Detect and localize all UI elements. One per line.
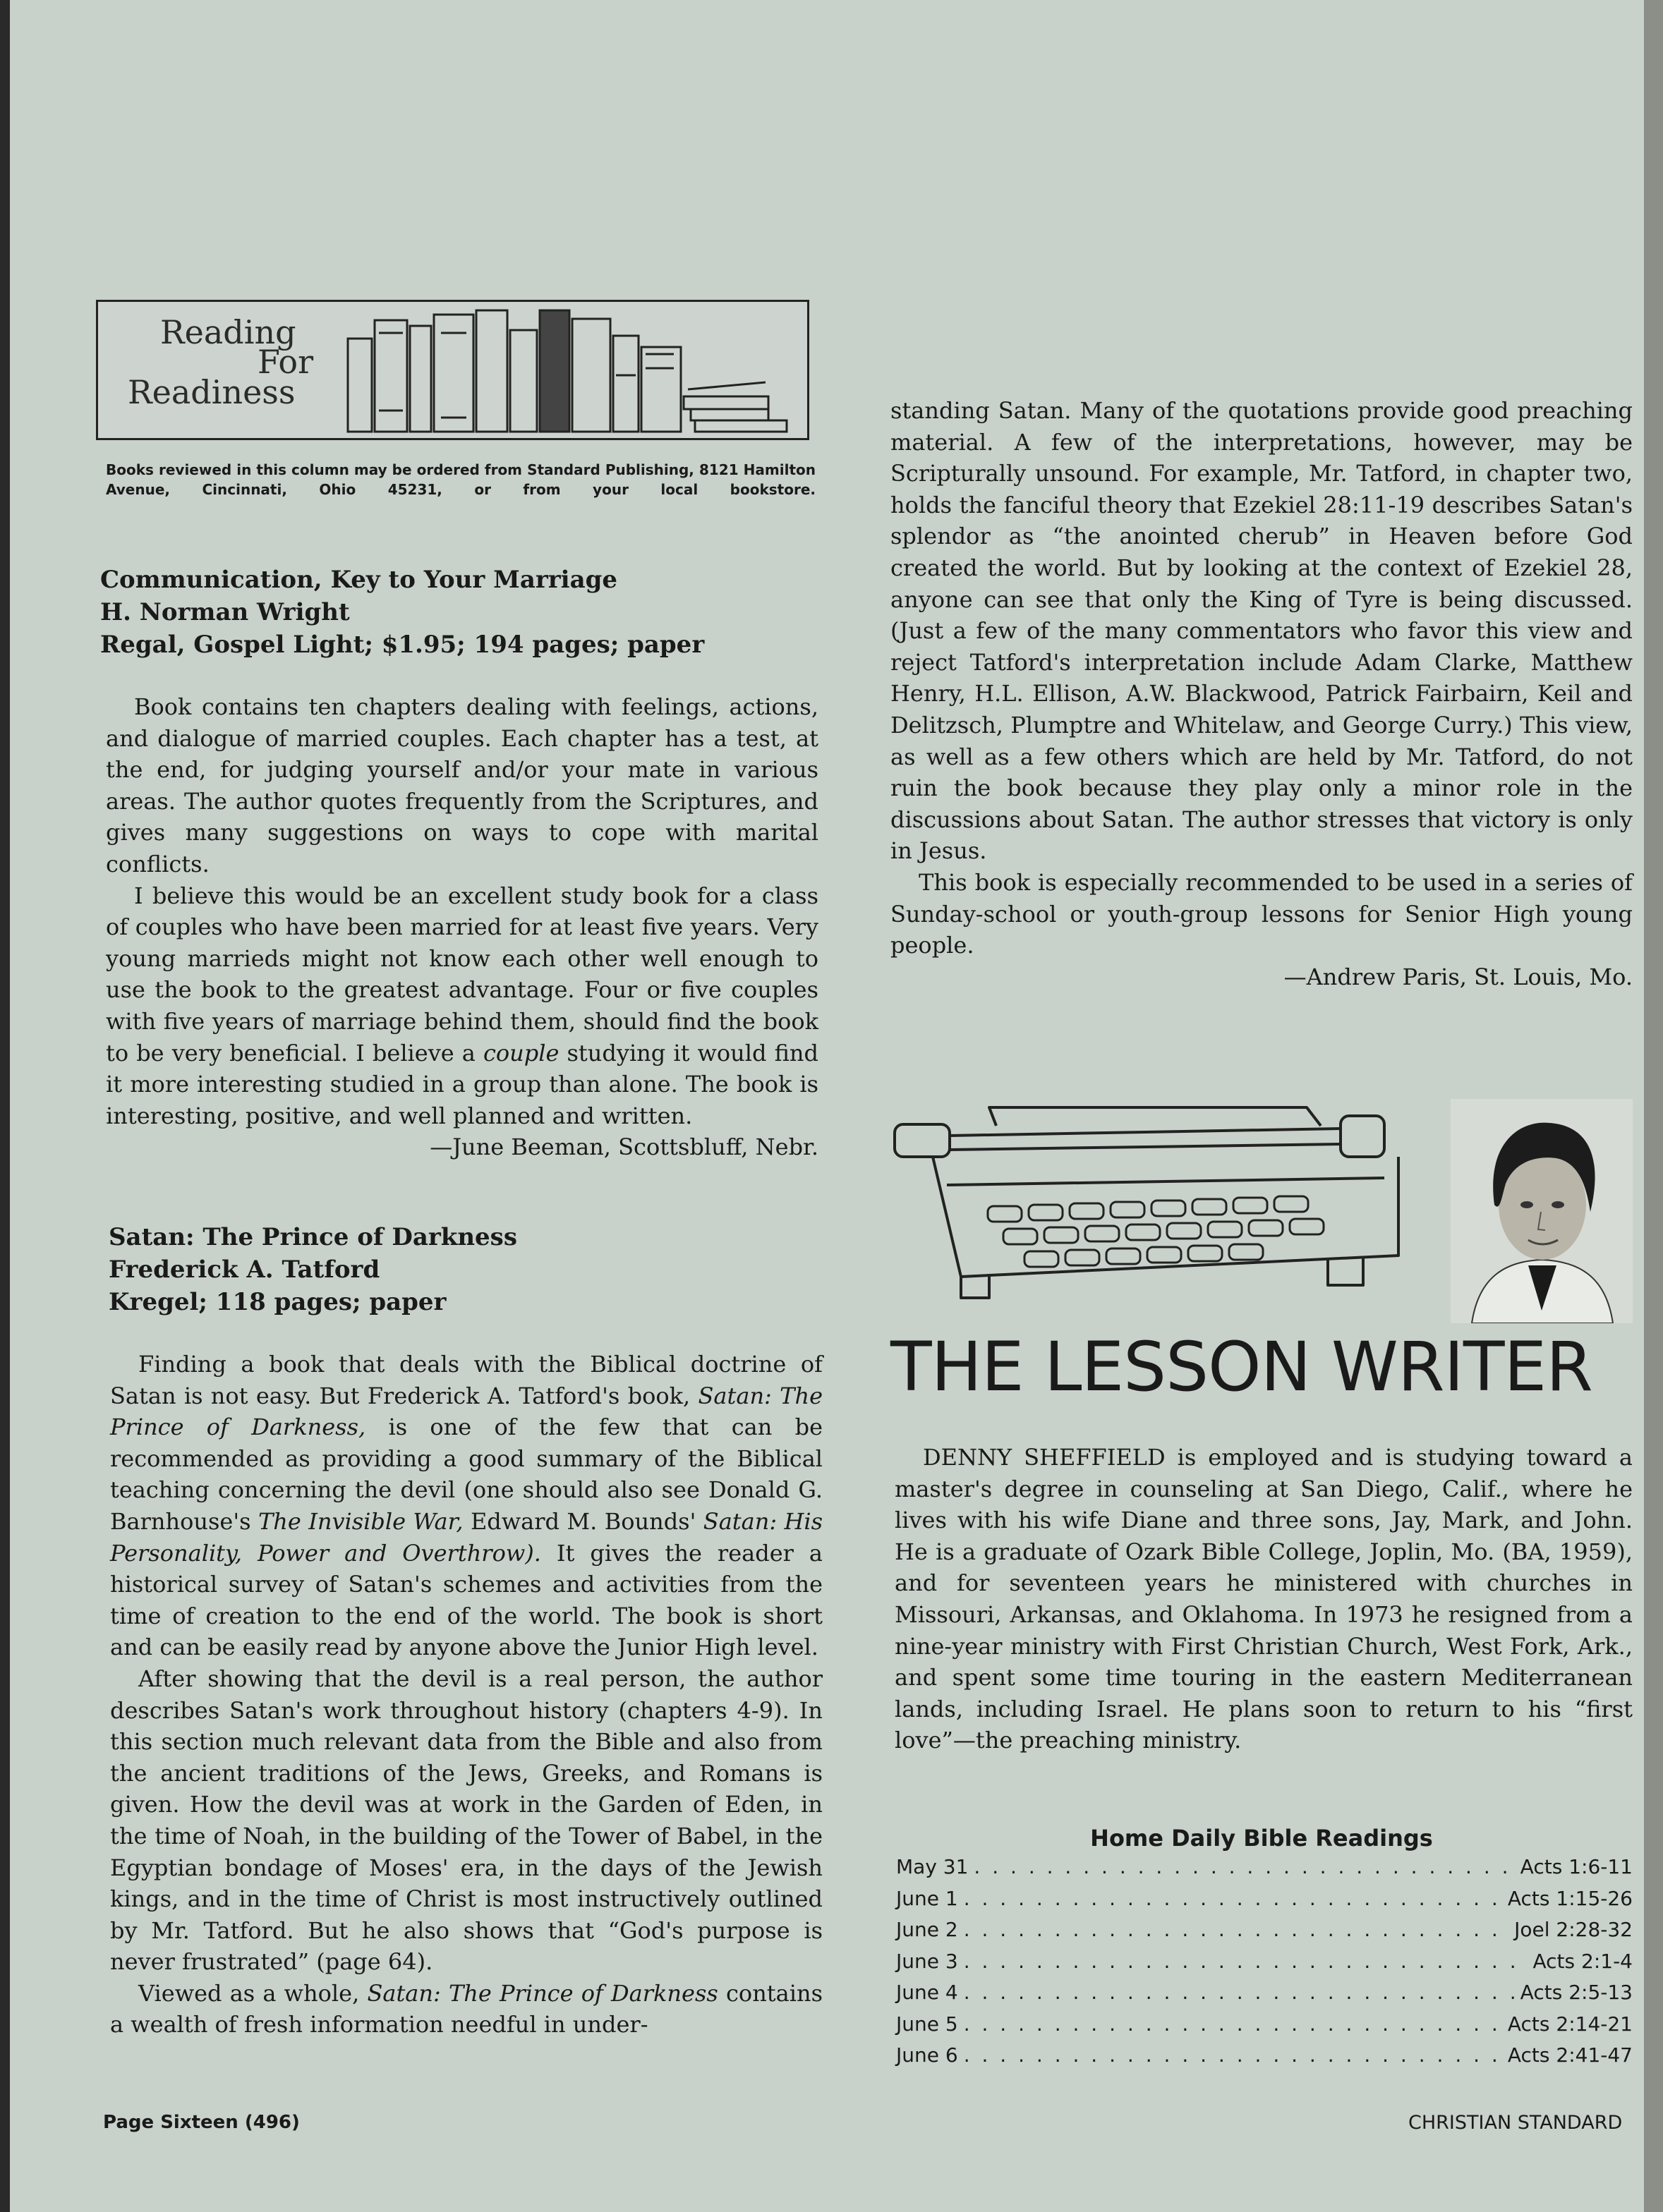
reading-reference: Acts 2:14-21: [1507, 2012, 1633, 2036]
reading-reference: Acts 1:15-26: [1507, 1886, 1633, 1910]
lesson-writer-bio-container: [895, 1442, 1633, 1756]
review2-author: Frederick A. Tatford: [109, 1256, 380, 1284]
reading-date: May 31: [896, 1855, 969, 1878]
reading-reference: Joel 2:28-32: [1514, 1918, 1633, 1941]
reading-row: [896, 1981, 1633, 2012]
reading-date: June 2: [896, 1918, 958, 1941]
review2-title: Satan: The Prince of Darkness: [109, 1223, 517, 1251]
reading-row: [896, 2012, 1633, 2044]
review1-signature: —June Beeman, Scottsbluff, Nebr.: [430, 1134, 818, 1161]
reading-row: [896, 1918, 1633, 1950]
lesson-writer-heading: THE LESSON WRITER: [890, 1327, 1592, 1406]
footer-magazine-name: CHRISTIAN STANDARD: [1408, 2112, 1623, 2134]
review2-p3-a: Viewed as a whole,: [138, 1979, 368, 2007]
reading-row: [896, 1855, 1633, 1887]
review2-p1-em2: The Invisible War,: [258, 1507, 464, 1535]
page-binding-edge: [0, 0, 10, 2212]
review2-continuation: [890, 395, 1633, 992]
review2-p1-b: is one of the few that can be recommended as providing a good summary of the Biblical teaching concerning the devil (one should also see Donald G. Barnhouse's: [110, 1414, 823, 1535]
reading-date: June 4: [896, 1981, 958, 2004]
review2-publisher: Kregel; 118 pages; paper: [109, 1288, 447, 1316]
review2-body: [110, 1349, 823, 2041]
reading-reference: Acts 2:1-4: [1532, 1949, 1633, 1973]
header-line-reading: Reading: [160, 313, 296, 351]
reading-row: [896, 1950, 1633, 1981]
review1-body: [106, 691, 818, 1163]
footer-page-number: Page Sixteen (496): [103, 2112, 300, 2133]
review1-p2-text-a: I believe this would be an excellent study book for a class of couples who have been married for at least five years. Very young marrieds might not know each other well enough to use the book to the greatest advantage. Four or five couples with five years of marriage behind them, should find the book to be very beneficial. I believe a: [106, 882, 818, 1066]
reading-reference: Acts 1:6-11: [1520, 1855, 1633, 1878]
review2-paragraph-3: [110, 1978, 823, 2041]
review2-paragraph-4: This book is especially recommended to be used in a series of Sunday-school or youth-group lessons for Senior High young people.: [890, 868, 1633, 959]
column-header-banner: [96, 300, 809, 440]
readings-list: [896, 1855, 1633, 2075]
page-right-edge: [1644, 0, 1663, 2212]
order-note: Books reviewed in this column may be ordered from Standard Publishing, 8121 Hamilton Avenue, Cincinnati, Ohio 45231, or from your local bookstore.: [106, 461, 816, 498]
reading-date: June 1: [896, 1886, 958, 1910]
reading-date: June 3: [896, 1949, 958, 1973]
readings-title: Home Daily Bible Readings: [1090, 1825, 1433, 1852]
review2-p1-a: Finding a book that deals with the Biblical doctrine of Satan is not easy. But Frederick A. Tatford's book,: [110, 1351, 823, 1409]
review2-p1-d: It gives the reader a historical survey of Satan's schemes and activities from the time of creation to the end of the world. The book is short and can be easily read by anyone above the Junior High level.: [110, 1539, 823, 1661]
lesson-writer-bio: DENNY SHEFFIELD is employed and is studying toward a master's degree in counseling at San Diego, Calif., where he lives with his wife Diane and three sons, Jay, Mark, and John. He is a graduate of Ozark Bible College, Joplin, Mo. (BA, 1959), and for seventeen years he ministered with churches in Missouri, Arkansas, and Oklahoma. In 1973 he resigned from a nine-year ministry with First Christian Church, West Fork, Ark., and spent some time touring in the eastern Mediterranean lands, including Israel. He plans soon to return to his “first love”—the preaching ministry.: [895, 1444, 1633, 1754]
dot-leader: [964, 1887, 1502, 1910]
review1-p2-emphasis: couple: [483, 1039, 560, 1066]
reading-reference: Acts 2:5-13: [1520, 1981, 1633, 2004]
review1-publisher: Regal, Gospel Light; $1.95; 194 pages; paper: [100, 631, 705, 659]
review1-paragraph-1: Book contains ten chapters dealing with feelings, actions, and dialogue of married couples. Each chapter has a test, at the end, for judging yourself and/or your mate in various areas. The author quotes frequently from the Scriptures, and gives many suggestions on ways to cope with marital conflicts.: [106, 693, 818, 877]
header-line-readiness: Readiness: [128, 373, 296, 411]
review2-signature: —Andrew Paris, St. Louis, Mo.: [1283, 963, 1633, 990]
author-portrait-photo: [1451, 1099, 1633, 1323]
dot-leader: [964, 2043, 1502, 2067]
dot-leader: [964, 1918, 1508, 1941]
review1-author: H. Norman Wright: [100, 598, 350, 626]
reading-date: June 5: [896, 2012, 958, 2036]
review1-paragraph-2: [106, 880, 818, 1132]
dot-leader: [964, 1950, 1528, 1973]
reading-row: [896, 2043, 1633, 2075]
bookshelf-illustration: [342, 305, 808, 437]
header-line-for: For: [258, 343, 314, 381]
dot-leader: [964, 2012, 1502, 2036]
dot-leader: [964, 1981, 1515, 2004]
review2-paragraph-2: After showing that the devil is a real person, the author describes Satan's work throughout history (chapters 4-9). In this section much relevant data from the Bible and also from the ancient traditions of the Jews, Greeks, and Romans is given. How the devil was at work in the Garden of Eden, in the time of Noah, in the building of the Tower of Babel, in the Egyptian bondage of Moses' era, in the days of the Jewish kings, and in the time of Christ is most instructively outlined by Mr. Tatford. But he also shows that “God's purpose is never frustrated” (page 64).: [110, 1665, 823, 1976]
reading-row: [896, 1887, 1633, 1919]
review2-p3-em: Satan: The Prince of Darkness: [367, 1979, 718, 2007]
review2-p1-c: Edward M. Bounds': [463, 1507, 703, 1535]
review1-title: Communication, Key to Your Marriage: [100, 566, 618, 594]
review2-p1-em1: Satan: The Prince of Darkness,: [110, 1382, 823, 1441]
typewriter-illustration: [890, 1100, 1455, 1312]
review1-p2-text-b: studying it would find it more interesting studied in a group than alone. The book is interesting, positive, and well planned and written.: [106, 1039, 819, 1129]
reading-reference: Acts 2:41-47: [1507, 2043, 1633, 2067]
review2-p3-b: contains a wealth of fresh information needful in under-: [110, 1979, 823, 2038]
reading-date: June 6: [896, 2043, 958, 2067]
review2-paragraph-3-cont: standing Satan. Many of the quotations provide good preaching material. A few of the interpretations, however, may be Scripturally unsound. For example, Mr. Tatford, in chapter two, holds the fanciful theory that Ezekiel 28:11-19 describes Satan's splendor as “the anointed cherub” in Heaven before God created the world. But by looking at the context of Ezekiel 28, anyone can see that only the King of Tyre is being discussed. (Just a few of the many commentators who favor this view and reject Tatford's interpretation include Adam Clarke, Matthew Henry, H.L. Ellison, A.W. Blackwood, Patrick Fairbairn, Keil and Delitzsch, Plumptre and Whitelaw, and George Curry.) This view, as well as a few others which are held by Mr. Tatford, do not ruin the book because they play only a minor role in the discussions about Satan. The author stresses that victory is only in Jesus.: [890, 397, 1633, 865]
dot-leader: [974, 1855, 1514, 1878]
review2-paragraph-1: [110, 1349, 823, 1663]
review2-p1-em3: Satan: His Personality, Power and Overthrow).: [110, 1507, 823, 1567]
